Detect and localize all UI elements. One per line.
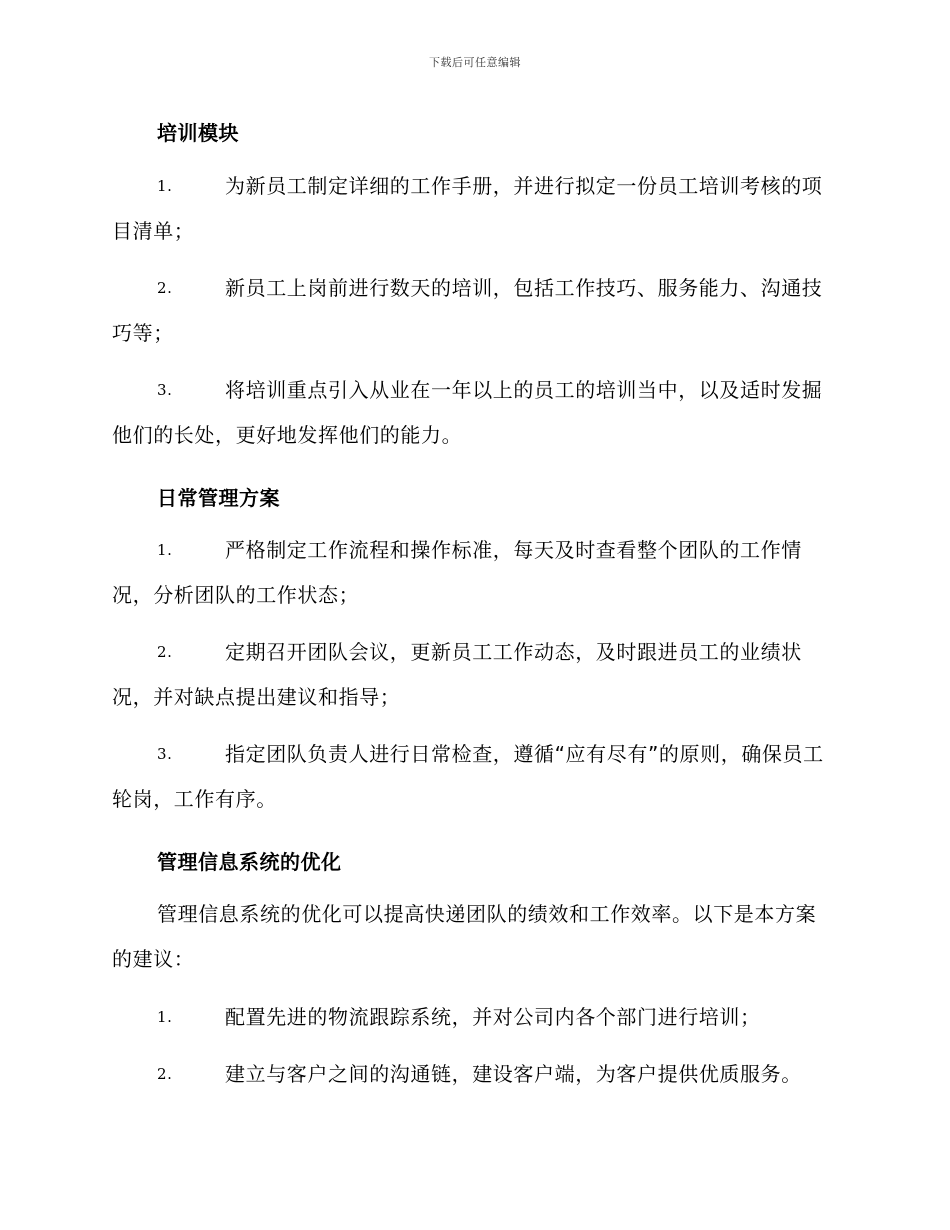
list-item-text: 严格制定工作流程和操作标准，每天及时查看整个团队的工作情况，分析团队的工作状态； [112, 538, 802, 607]
list-item [112, 164, 834, 254]
list-item [112, 368, 834, 458]
list-item-text: 定期召开团队会议，更新员工工作动态，及时跟进员工的业绩状况，并对缺点提出建议和指导； [112, 640, 802, 709]
section-title-daily-management: 日常管理方案 [157, 486, 280, 510]
list-item-number: 1. [157, 1008, 173, 1026]
list-item-number: 1. [157, 177, 173, 195]
section-title-mis-optimization: 管理信息系统的优化 [157, 850, 342, 874]
list-item [112, 732, 834, 822]
list-item-number: 2. [157, 279, 173, 297]
list-item-number: 3. [157, 381, 173, 399]
list-item-text: 新员工上岗前进行数天的培训，包括工作技巧、服务能力、沟通技巧等； [112, 276, 823, 345]
list-item [112, 528, 834, 618]
list-item-text: 将培训重点引入从业在一年以上的员工的培训当中，以及适时发掘他们的长处，更好地发挥他们的能力。 [112, 378, 823, 447]
page-header: 下载后可任意编辑 [429, 56, 521, 69]
list-item-text: 建立与客户之间的沟通链，建设客户端，为客户提供优质服务。 [225, 1062, 802, 1086]
list-item-text: 指定团队负责人进行日常检查，遵循“应有尽有”的原则，确保员工轮岗，工作有序。 [112, 742, 824, 811]
list-item [112, 1052, 834, 1097]
list-item-number: 2. [157, 643, 173, 661]
list-item-number: 2. [157, 1065, 173, 1083]
list-item [112, 630, 834, 720]
section-intro-paragraph: 管理信息系统的优化可以提高快递团队的绩效和工作效率。以下是本方案的建议： [112, 902, 817, 971]
list-item [112, 266, 834, 356]
list-item-text: 为新员工制定详细的工作手册，并进行拟定一份员工培训考核的项目清单； [112, 174, 823, 243]
list-item [112, 995, 834, 1040]
section-title-training: 培训模块 [157, 121, 239, 145]
list-item-number: 3. [157, 745, 173, 763]
list-item-text: 配置先进的物流跟踪系统，并对公司内各个部门进行培训； [225, 1005, 761, 1029]
list-item-number: 1. [157, 541, 173, 559]
